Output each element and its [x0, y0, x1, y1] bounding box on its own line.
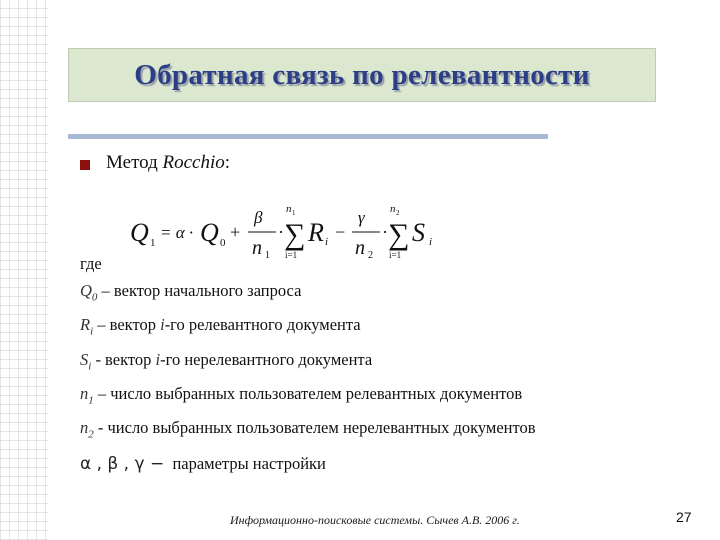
bullet-colon: : — [224, 152, 231, 173]
def-symbol: $n_2$ — [80, 418, 94, 441]
def-text: - число выбранных пользователем нерелевантных документов — [93, 418, 536, 438]
formula-r-sub: i — [325, 236, 329, 248]
formula-dot-2: · — [382, 222, 388, 242]
formula-n1: n — [252, 237, 262, 259]
formula-n2-sub: 2 — [368, 250, 373, 261]
formula-q0: Q — [200, 218, 219, 247]
formula-q0-sub: 0 — [220, 237, 226, 249]
definition-row — [80, 346, 536, 380]
title-box — [68, 48, 656, 102]
where-label: где — [80, 254, 102, 273]
def-text-post: -го нерелевантного документа — [160, 349, 373, 369]
definition-row — [80, 277, 536, 311]
definition-row — [80, 414, 536, 448]
footer-text: Информационно-поисковые системы. Сычев А.В. 2006 г. — [230, 513, 520, 527]
formula-sum2-top-sub: 2 — [396, 209, 400, 217]
formula-q1-sub: 1 — [150, 237, 156, 249]
params-symbols: α , β , γ − — [80, 454, 165, 475]
formula-gamma: γ — [358, 208, 365, 227]
formula-s-sub: i — [429, 236, 433, 248]
def-index: i — [160, 315, 165, 335]
formula-dot-1: · — [278, 222, 284, 242]
definitions-block — [80, 250, 536, 478]
def-text-post: -го релевантного документа — [164, 315, 361, 335]
definition-row — [80, 311, 536, 345]
def-symbol: $Q_0$ — [80, 281, 98, 304]
def-text-pre: - вектор — [91, 349, 156, 369]
formula-sum1-top: n — [286, 203, 292, 215]
params-row — [80, 450, 536, 478]
definition-row — [80, 380, 536, 414]
formula-eq-alpha: = α · — [160, 223, 194, 242]
title-divider — [68, 134, 548, 139]
def-symbol: $S_i$ — [80, 349, 92, 372]
formula-beta: β — [254, 208, 263, 227]
bullet-square-icon — [80, 160, 90, 170]
formula-sum1-bottom: i=1 — [285, 250, 298, 260]
def-symbol: $n_1$ — [80, 383, 94, 407]
method-name: Rocchio — [162, 152, 225, 173]
def-text-pre: – вектор — [93, 315, 161, 335]
def-index: i — [155, 349, 161, 369]
formula-r: R — [308, 218, 324, 247]
def-text: – число выбранных пользователем релевантных документов — [93, 383, 523, 403]
formula-s: S — [412, 218, 425, 247]
bullet-label: Метод — [106, 152, 163, 173]
formula-plus: + — [230, 222, 241, 242]
def-text: – вектор начального запроса — [97, 281, 302, 300]
formula-q1: Q — [130, 218, 149, 247]
formula-n1-sub: 1 — [265, 250, 270, 261]
formula-sum2-top: n — [390, 203, 396, 215]
page-number: 27 — [676, 509, 692, 525]
slide-title: Обратная связь по релевантности — [134, 58, 590, 91]
formula-sigma-2: ∑ — [388, 218, 410, 251]
formula-sigma-1: ∑ — [284, 218, 306, 251]
formula-sum2-bottom: i=1 — [389, 250, 402, 260]
formula-n2: n — [355, 237, 365, 259]
formula-minus: − — [335, 222, 346, 242]
def-symbol: $R_i$ — [80, 315, 94, 338]
params-text: параметры настройки — [172, 454, 326, 474]
formula-sum1-top-sub: 1 — [292, 209, 296, 217]
bullet-text — [106, 152, 230, 174]
